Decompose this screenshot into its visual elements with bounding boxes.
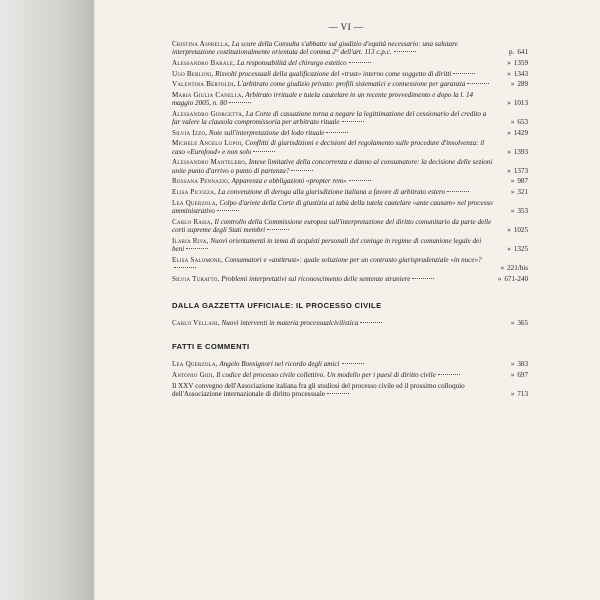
toc-entry-title: Colpo d'ariete della Corte di giustizia ai tabù della tutela cautelare «ante causam» nel processo amministrativo (172, 198, 493, 215)
toc-entry-page-number: 365 (517, 318, 528, 327)
toc-entry-author: Silvia Turatto, (172, 274, 220, 283)
dot-leader (349, 62, 371, 63)
toc-entry-page-prefix: » (507, 59, 511, 67)
toc-entry-page-number: 987 (517, 177, 528, 186)
toc-entry-author: Alessandro Barale, (172, 59, 236, 67)
toc-entry (172, 70, 528, 78)
toc-entry-page-number: 1325 (513, 244, 528, 253)
toc-entry (172, 319, 528, 327)
toc-entry-text (172, 199, 498, 216)
toc-entry-title: La scure della Consulta s'abbatte sul giudizio d'equità necessario: una salutare interpretazione costituzionalmente orientata del comma 2° dell'art. 113 c.p.c. (172, 40, 458, 57)
toc-entry-text (172, 110, 498, 127)
dot-leader (412, 278, 434, 279)
toc-entry-author: Valentina Bertoldi, (172, 80, 236, 89)
scan-background (0, 0, 92, 600)
document-page (92, 0, 600, 600)
toc-entry-page-prefix: » (510, 370, 515, 379)
toc-entry-text (172, 177, 498, 185)
toc-entry-author: Ugo Berloni, (172, 69, 214, 78)
dot-leader (217, 210, 239, 211)
toc-entry-author: Ilaria Riva, (172, 236, 209, 245)
toc-entry-page-number: 1359 (513, 59, 528, 67)
toc-entry-page (498, 118, 528, 126)
toc-entry-title: La responsabilità del chirurgo estetico (236, 59, 347, 67)
toc-entry-author: Lea Querzola, (172, 360, 218, 369)
toc-entry-page (498, 129, 528, 137)
toc-entry-title: Note sull'interpretazione del lodo rituale (208, 128, 325, 137)
toc-entry-text (172, 371, 498, 379)
page-number: — VI — (328, 22, 364, 32)
toc-entry-page (498, 80, 528, 88)
toc-entry-title: Risvolti processuali della qualificazione del «trust» interno come soggetto di diritti (215, 69, 452, 78)
toc-entry (172, 237, 528, 254)
toc-entry-author: Elisa Picozza, (172, 187, 217, 196)
toc-entry-page (498, 167, 528, 175)
toc-entry-page (498, 264, 528, 272)
dot-leader (342, 363, 364, 364)
toc-entry-author: Carlo Vellani, (172, 318, 220, 327)
toc-entry-page (498, 245, 528, 253)
toc-entry-title: Nuovi interventi in materia processualcivilistica (221, 318, 359, 327)
toc-entry-page-number: 1025 (513, 225, 528, 234)
toc-entry-text (172, 70, 498, 78)
toc-entry (172, 139, 528, 156)
toc-entry-title: Intese limitative della concorrenza e danno al consumatore: la decisione delle sezioni unite punto d'arrivo o punto di partenza? (172, 158, 493, 175)
toc-entry-page-prefix: » (510, 80, 515, 89)
toc-entry-title: Apparenza e obbligazioni «propter rem» (231, 177, 347, 186)
dot-leader (360, 322, 382, 323)
dot-leader (291, 170, 313, 171)
toc-entry-text (172, 382, 498, 399)
toc-entry-page-number: 653 (517, 118, 528, 127)
toc-entry-author: Rossana Pennazio, (172, 177, 230, 186)
toc-entry-page-prefix: p. (509, 48, 515, 57)
toc-entry-text (172, 139, 498, 156)
toc-entry-page-number: 1373 (513, 166, 528, 175)
toc-entry-text (172, 275, 498, 283)
toc-entry-page (498, 99, 528, 107)
toc-entry (172, 80, 528, 88)
dot-leader (467, 83, 489, 84)
toc-entry-page-prefix: » (507, 225, 511, 234)
toc-entry-page (498, 371, 528, 379)
toc-entry (172, 158, 528, 175)
toc-entry (172, 199, 528, 216)
toc-entry-page-number: 1393 (513, 147, 528, 156)
toc-fatti-list (172, 360, 528, 398)
toc-entry-title: L'arbitrato come giudizio privato: profili sistematici e connessione per garanzia (237, 80, 466, 89)
toc-entry-page-number: 713 (517, 389, 528, 398)
dot-leader (447, 191, 469, 192)
toc-entry-author: Elisa Salomone, (172, 255, 223, 264)
toc-entry-page-prefix: » (510, 389, 515, 398)
toc-entry-page (498, 48, 528, 56)
toc-entry-page-prefix: » (507, 147, 511, 156)
toc-entry (172, 218, 528, 235)
toc-entry-author: Michele Angelo Lupoi, (172, 139, 244, 148)
toc-entry-page-prefix: » (510, 360, 515, 369)
toc-entry (172, 91, 528, 108)
toc-entry-text (172, 158, 498, 175)
toc-entry-page (498, 177, 528, 185)
toc-entry-page (498, 148, 528, 156)
toc-entry-author: Cristina Asprella, (172, 40, 231, 48)
dot-leader (174, 267, 196, 268)
toc-entry-page-number: 697 (517, 370, 528, 379)
dot-leader (229, 102, 251, 103)
toc-entry-page (498, 360, 528, 368)
toc-entry (172, 360, 528, 368)
toc-gazzetta-list (172, 319, 528, 327)
toc-entry-title: Angelo Bonsignori nel ricordo degli amici (219, 360, 340, 369)
toc-entry-title: Il controllo della Commissione europea sull'interpretazione del diritto comunitario da parte delle corti supreme degli Stati membri (172, 217, 492, 234)
toc-entry-title: Problemi interpretativi sul riconoscimento delle sentenze straniere (221, 274, 411, 283)
dot-leader (186, 248, 208, 249)
toc-entry (172, 371, 528, 379)
dot-leader (438, 374, 460, 375)
toc-entry-text (172, 360, 498, 368)
toc-entry-text (172, 80, 498, 88)
toc-entry-page-number: 1429 (513, 128, 528, 137)
dot-leader (453, 73, 475, 74)
dot-leader (267, 229, 289, 230)
toc-entry-text (172, 59, 498, 67)
toc-entry-page-prefix: » (510, 187, 515, 196)
toc-entry-page-number: 1343 (513, 69, 528, 78)
toc-entry-author: Carlo Rasia, (172, 217, 213, 226)
toc-entry (172, 59, 528, 67)
toc-entry (172, 275, 528, 283)
section-heading-gazzetta: DALLA GAZZETTA UFFICIALE: IL PROCESSO CIVILE (172, 300, 382, 310)
toc-entry-text (172, 218, 498, 235)
toc-entry-page-number: 383 (517, 360, 528, 369)
toc-entry (172, 256, 528, 273)
toc-entry-title: Il XXV convegno dell'Associazione italiana fra gli studiosi del processo civile ed il prossimo colloquio dell'Associazione internazionale di diritto processuale (172, 381, 465, 398)
toc-entry-author: Alessandro Mantelero, (172, 158, 248, 167)
toc-entry-page (498, 188, 528, 196)
toc-entry-page-number: 221/bis (507, 263, 528, 272)
toc-entry (172, 177, 528, 185)
dot-leader (349, 180, 371, 181)
toc-entry-page-prefix: » (507, 244, 511, 253)
toc-entry-title: Conflitti di giurisdizioni e decisioni del regolamento sulle procedure d'insolvenza: il caso «Eurofood» e non solo (172, 139, 485, 156)
toc-entry-author: Maria Giulia Canella, (172, 90, 244, 99)
toc-entry-title: La Corte di cassazione torna a negare la legittimazione del cessionario del credito a far valere la clausola compromissoria per arbitrato rituale (172, 109, 487, 127)
toc-entry-text (172, 256, 498, 273)
toc-entry-page-prefix: » (500, 263, 505, 272)
toc-entry-text (172, 91, 498, 108)
toc-entry-page-prefix: » (507, 166, 511, 175)
toc-entry-page-prefix: » (510, 118, 515, 127)
toc-entry-page-number: 641 (517, 48, 528, 57)
toc-entry-page-number: 321 (517, 187, 528, 196)
toc-entry (172, 129, 528, 137)
toc-entry-page-number: 1013 (513, 99, 528, 108)
dot-leader (327, 393, 349, 394)
toc-entry-page-prefix: » (507, 128, 511, 137)
toc-entry-page-prefix: » (510, 177, 515, 186)
toc-entry-author: Silvia Izzo, (172, 128, 208, 137)
toc-entry-page-prefix: » (507, 99, 511, 108)
toc-entry-author: Lea Querzola, (172, 198, 218, 207)
page-edge (92, 0, 95, 600)
toc-entry-page (498, 59, 528, 67)
toc-entry-page (498, 226, 528, 234)
toc-entry-title: Arbitrato irrituale e tutela cautelare in un recente provvedimento e dopo la l. 14 maggio 2005, n. 80 (172, 90, 474, 108)
toc-entry-page-number: 671-240 (504, 274, 528, 283)
toc-entry-page-prefix: » (497, 274, 502, 283)
toc-entry-page (498, 319, 528, 327)
toc-entry-title: Nuovi orientamenti in tema di acquisti personali del coniuge in regime di comunione legale dei beni (172, 236, 482, 253)
toc-entry-title: Consumatori e «antitrust»: quale soluzione per un contrasto giurisprudenziale «in nuce»? (224, 255, 482, 264)
dot-leader (253, 151, 275, 152)
toc-entry-text (172, 319, 498, 327)
dot-leader (342, 121, 364, 122)
table-of-contents (172, 40, 528, 401)
toc-main-list (172, 40, 528, 283)
toc-entry-page (498, 70, 528, 78)
toc-entry-page-number: 353 (517, 206, 528, 215)
toc-entry-text (172, 40, 498, 57)
toc-entry-page (498, 275, 528, 283)
dot-leader (326, 132, 348, 133)
toc-entry-page-number: 289 (517, 80, 528, 89)
toc-entry-author: Antonio Gidi, (172, 370, 215, 379)
toc-entry-page-prefix: » (507, 69, 511, 78)
toc-entry (172, 188, 528, 196)
toc-entry-author: Alessandro Giorgetta, (172, 109, 245, 118)
section-heading-fatti: FATTI E COMMENTI (172, 342, 250, 352)
toc-entry-page-prefix: » (510, 318, 515, 327)
toc-entry-page-prefix: » (510, 206, 515, 215)
dot-leader (394, 51, 416, 52)
toc-entry-title: La convenzione di deroga alla giurisdizione italiana a favore di arbitrato estero (217, 187, 446, 196)
toc-entry-page (498, 390, 528, 398)
toc-entry (172, 110, 528, 127)
toc-entry-text (172, 188, 498, 196)
toc-entry-text (172, 129, 498, 137)
toc-entry-text (172, 237, 498, 254)
toc-entry-page (498, 207, 528, 215)
toc-entry (172, 40, 528, 57)
toc-entry-title: Il codice del processo civile collettivo. Un modello per i paesi di diritto civile (216, 370, 436, 379)
toc-entry (172, 382, 528, 399)
